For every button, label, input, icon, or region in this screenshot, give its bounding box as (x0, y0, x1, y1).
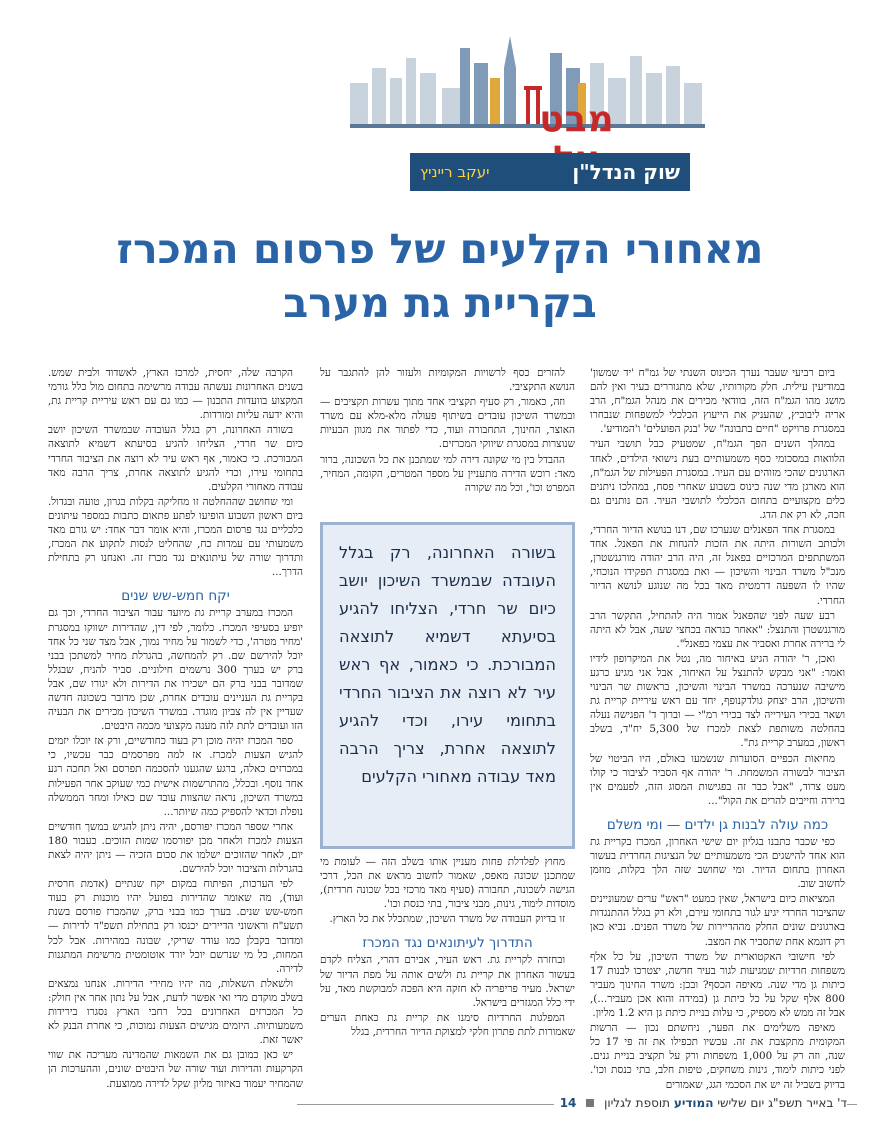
column-right (590, 366, 845, 1096)
headline-line-1: מאחורי הקלעים של פרסום המכרז (116, 225, 764, 273)
column-middle-top (320, 366, 575, 516)
paragraph: רבע שעה לפני שהפאנל אמור היה להתחיל, התקשר הרב מורגנשטרן והתנצל: "אאחר כנראה בכחצי שעה, אבל לא היתה לי ברירה אחרת ואסביר את עצמי בפאנל". (590, 609, 845, 650)
column-banner (350, 28, 705, 184)
pull-quote: בשורה האחרונה, רק בגלל העובדה שבמשרד השיכון יושב כיום שר חרדי, הצליחו להגיע בסיעתא דשמיא לתוצאה המבורכת. כי כאמור, אף ראש עיר לא רוצה את הציבור החרדי בתחומי עירו, וכדי להגיע לתוצאה אחרת, צריך הרבה מאד עבודה מאחורי הקלעים (320, 522, 575, 849)
footer-text (554, 1096, 847, 1110)
paragraph: ולשאלת השאלות, מה יהיו מחירי הדירות. אנחנו נמצאים בשלב מוקדם מדי ואי אפשר לדעת, אבל על נתון אחר אין חולק: כל המכרזים האחרונים בכל רחבי הארץ נסגרו בירידות משמעותיות. היזמים מגישים הצעות נמוכות, כי אחרת הבנק לא יאשר זאת. (48, 977, 303, 1047)
column-middle-bottom (320, 855, 575, 1095)
column-left (48, 366, 303, 1096)
paragraph: בשורה האחרונה, רק בגלל העובדה שבמשרד השיכון יושב כיום שר חרדי, הצליחו להגיע בסיעתא דשמיא לתוצאה המבורכת. כי כאמור, אף ראש עיר לא רוצה את הציבור החרדי בתחומי עירו, וכדי להגיע לתוצאה אחרת, צריך הרבה מאד עבודה מאחורי הקלעים. (48, 424, 303, 493)
paragraph: ההבדל בין מי שקונה דירה למי שמתכנן את כל השכונה, ברור מאד: רוכש הדירה מתעניין על מספר המטרים, הקומה, המחיר, המפרט וכו', וכל מה שקורה (320, 453, 575, 494)
paragraph: המציאות כיום בישראל, שאין כמעט "ראש" ערים שמעוניינים שהציבור החרדי יגיע לגור בתחומי עירם, ולא רק בגלל ההתנגדות בארגונים שונים החלק מההדיירות של משרד הפנים. נביא כאן רק דוגמא אחת שתסביר את המצב. (590, 893, 845, 948)
footer-date: ד' באייר תשפ"ג (768, 1096, 847, 1110)
paragraph: ואכן, ר' יהודה הגיע באיחור מה, נטל את המיקרופון לידיו ואמר: "אני מבקש להתנצל על האיחור, אבל אני מגיע כרגע מישיבה שנערכה במשרד הבינוי והשיכון, בראשות שר הבינוי והשיכון, הרב יצחק גולדקנופף, יחד עם ראש עיריית קריית גת ושאר בכירי העירייה לצד בכירי רמ"י — וברוך ד' הפגישה נעלה בהחלטה משותפת לצאת למכרז של 5,300 יח"ד, בשלב ראשון, במערב קריית גת". (590, 652, 845, 750)
paragraph: לפי חישובי האקטוארית של משרד השיכון, על כל אלף משפחות חרדיות שמגיעות לגור בעיר חדשה, יצטרכו לבנות 17 כיתות גן מדי שנה. מאיפה הכסף? ובכן: משרד החינוך מעביר 800 אלף שקל על כל כיתת גן (במידה והוא אכן מעביר...), אבל זה ממש לא מספיק, כי עלות בניית כיתת גן היא 1.2 מליון. (590, 950, 845, 1020)
paragraph: וזה, כאמור, רק סעיף תקציבי אחד מתוך עשרות תקציבים — ובמשרד השיכון עובדים בשיתוף פעולה מלא-מלא עם משרד האוצר, החינוך, התחבורה ועוד, כדי לפתור את מגוון הבעיות שנוצרות במסגרת שיווקי המכרזים. (320, 396, 575, 451)
paragraph: המכרז במערב קריית גת מיועד עבור הציבור החרדי, וכך גם יופיע בסעיפי המכרז. כלומר, לפי דין, שהדירות ישווקו במסגרת 'מחיר מטרה', כדי לשמור על מחיר נמוך, אבל מצד שני כל אחד יוכל להירשם שם. רק להמחשה, בהגרלת מחיר למשתכן בבני ברק יש בערך 300 נרשמים חילוניים. סביר להניח, שבגלל שמדובר בבני ברק הם ישכירו את הדירות ולא יגורו שם, אבל בקריית גת העניינים עובדים אחרת, שכן מדובר בשכונה חדשה שעדיין אין לה צביון מוגדר. במשרד השיכון מכירים את הבעיה הזו ועובדים לתת לזה מענה מקצועי מכמה היבטים. (48, 607, 303, 733)
paragraph: להזרים כסף לרשויות המקומיות ולעזור להן להתגבר על הנושא התקציבי. (320, 367, 575, 394)
paragraph: ובחזרה לקריית גת. ראש העיר, אבירם דהרי, הצליח לקדם בעשור האחרון את קריית גת ולשים אותה על מפת הדיור של ישראל. מעיר פריפריה לא חזקה היא הפכה למבוקשת מאד, על ידי כלל המגזרים בישראל. (320, 954, 575, 1009)
square-bullet-icon (586, 1099, 594, 1107)
paragraph: יש כאן כמובן גם את השמאות שהמדינה מעריכה את שווי הקרקעות והדירות ועוד שורה של היבטים שונים, וההערכות הן שהמחיר יעמוד באיזור מליון שקל לדירה ממוצעת. (48, 1049, 303, 1090)
section-subheading: התדרוך לעיתונאים נגד המכרז (362, 935, 533, 952)
brand-author: יעקב רייניץ (420, 163, 490, 181)
paragraph: מאיפה משלימים את הפער, ניחשתם נכון — הרשות המקומית מתקצבת את זה. עכשיו תכפילו את זה פי 17 כל שנה, וזה רק על 1,000 משפחות ורק על תקציב בניית גנים. לפני כיתות לימוד, גינות משחקים, טיפות חלב, בתי כנסת וכו'. בדיוק בשביל זה יש את הסכמי הגג, שאמורים (590, 1022, 845, 1091)
footer-paper-name: המודיע (673, 1096, 714, 1110)
footer-supplement: תוספת לגליון (604, 1096, 671, 1110)
brand-logo-text: מבט (539, 99, 615, 140)
paragraph: ביום רביעי שעבר נערך הכינוס השנתי של גמ"ח 'יד שמשון' במודיעין עילית. חלק מקורותיו, שלא מתגוררים בעיר ואין להם מושג מהו הגמ"ח הזה, בוודאי מכירים את מנהל הגמ"ח, הרב אריה ליבוביץ, שהעניק את הייעוץ הכלכלי למשפחות שנבחרו במסגרת פרויקט "חיים בתבונה" של 'בנק הפועלים' ו'המודיע'. (590, 367, 845, 436)
paragraph: הקרבה שלה, יחסית, למרכז הארץ, לאשדוד ולבית שמש. בשנים האחרונות נעשתה עבודה מרשימה בתחום מול כלל גורמי המקצוע בוועדות התכנון — כמו גם עם ראש עיריית קריית גת, והיא ידעה עליות ומורדות. (48, 367, 303, 422)
headline-line-2: בקריית גת מערב (283, 279, 597, 327)
page-footer (0, 1094, 877, 1114)
paragraph: לפי הערכות, הפיתוח במקום יקח שנתיים (אדמת חרסית ועוד), מה שאומר שהדירות בפועל יהיו מוכנות רק בעוד חמש-שש שנים. בערך כמו בבני ברק, שהמכרז פורסם בשנת תשע"ח וראשוני הדיירים יכנסו רק בתחילת תשפ"ד לדירות — ומדובר בקבלן כמו עודד שריקי, שבונה במהירות. אבל לכל המחות, כל מי שנרשם יוכל יורד אוטומטית מרשימת המתגנות לדירה. (48, 878, 303, 975)
section-subheading: יקח חמש-שש שנים (121, 588, 230, 605)
article-headline (40, 222, 840, 330)
section-subheading: כמה עולה לבנות גן ילדים — ומי משלם (606, 816, 829, 833)
page-number: 14 (559, 1096, 577, 1110)
brand-bar (410, 153, 690, 191)
paragraph: במהלך השנים הפך הגמ"ח, שמטעיק כבל תושבי העיר הלוואות במסכומי כסף משמעותיים בעת נישואי הילדים, לאחד הארגונים שהכי מזוהים עם העיר. במסגרת הפעילות של הגמ"ח, הוא מארגן מדי שנה כינוס בשבוע שאחרי פסח, במהלכו ניתנים כלים מקצועיים בתחום הכלכלי לתושבי העיר. הם נותנים גם חכה, לא רק את הדג. (590, 438, 845, 521)
paragraph: מחיאות הכפיים הסוערות שנשמעו באולם, היו הביטוי של הציבור לבשורה המשמחת. ר' יהודה אף הסביר לציבור כי קולו מעט צרוד, "אבל כבר זה בפגישות המסוג הזה, לפעמים אין ברירה וחייבים להרים את הקול"... (590, 752, 845, 807)
paragraph: אחרי שספר המכרז יפורסם, יהיה ניתן להגיש במשך חודשיים הצעות למכרז ולאחר מכן יפורסמו שמות הזוכים. כעבור 180 יום, לאחר שהזוכים ישלמו את סכום הזכיה — ניתן יהיה לצאת בהגרלות והציבור יוכל להירשם. (48, 820, 303, 876)
paragraph: במסגרת אחד הפאנלים שנערכו שם, דנו בנושא הדיור החרדי, ולכותב השורות היתה את הזכות להנחות את הפאנל. אחד המשתתפים המרכזיים בפאנל זה, היה הרב יהודה מורגנשטרן, מנכ"ל משרד הבינוי והשיכון — ואת במסגרת תפקידו הנוכחי, שהיו לו השפעה דרמטית מאד בכל מה שנוגע לנושא הדיור החרדי. (590, 524, 845, 607)
paragraph: ומי שחושב שההחלטה זו מחליקה בקלות בגרון, טועה ובגדול. ביום ראשון השבוע הופיעו לפתע פתאום כתבות במספר עיתונים כלכליים נגד פרסום המכרז, והיא אומר דבר אחד: יש גורם מאד משמעותי עם עמדות כח, שהחליט לנסות לתקוע את המכרז, ותדרוך שורה של עיתונאים נגד מכרז זה. ואנחנו רק בתחילת הדרך... (48, 495, 303, 579)
brand-title: שוק הנדל"ן (572, 160, 680, 184)
paragraph: מחוץ לפלדלת פחות מעניין אותו בשלב הזה — לעומת מי שמתכנן שכונה מאפס, שאמור לחשוב מראש את הכל, דרכי הגישה לשכונה, תחבורה (סעיף מאד מרכזי בכל שכונה חרדית), מוסדות לימוד, גינות, מבני ציבור, בתי כנסת וכו'. (320, 856, 575, 911)
paragraph: זו בדיוק העבודה של משרד השיכון, שמתכלל את כל הארץ. (329, 913, 565, 926)
paragraph: כפי שכבר כתבנו בגליון יום שישי האחרון, המכרז בקריית גת הוא אחד להישגים הכי משמעותיים של הנציגות החרדית בעשור האחרון בתחום הדיור. ומי שחושב שזה הלך בקלות, מוזמן לחשוב שוב. (590, 835, 845, 891)
footer-day: יום שלישי (717, 1096, 765, 1110)
paragraph: ספר המכרז יהיה מוכן רק בעוד כחודשיים, ורק אז יוכלו יזמים להגיש הצעות למכרז. אז למה מפרסמים כבר עכשיו, כי במכרזים כאלה, ברגע שהגענו להסכמה תפרסם ואל תחכה רגע אחד נוסף. ובכלל, מהתרשמות אישית כמי שעוקב אחר הפעילות במשרד השיכון, נראה שהצוות עובד שם כאילו ומחר הממשלה נופלת וכדאי להספיק כמה שיותר... (48, 735, 303, 818)
paragraph: המפלגות החרדיות סימנו את קריית גת כאחת הערים שאמורות לתת פתרון חלקי למצוקת הדיור החרדית, בגלל (320, 1011, 575, 1038)
